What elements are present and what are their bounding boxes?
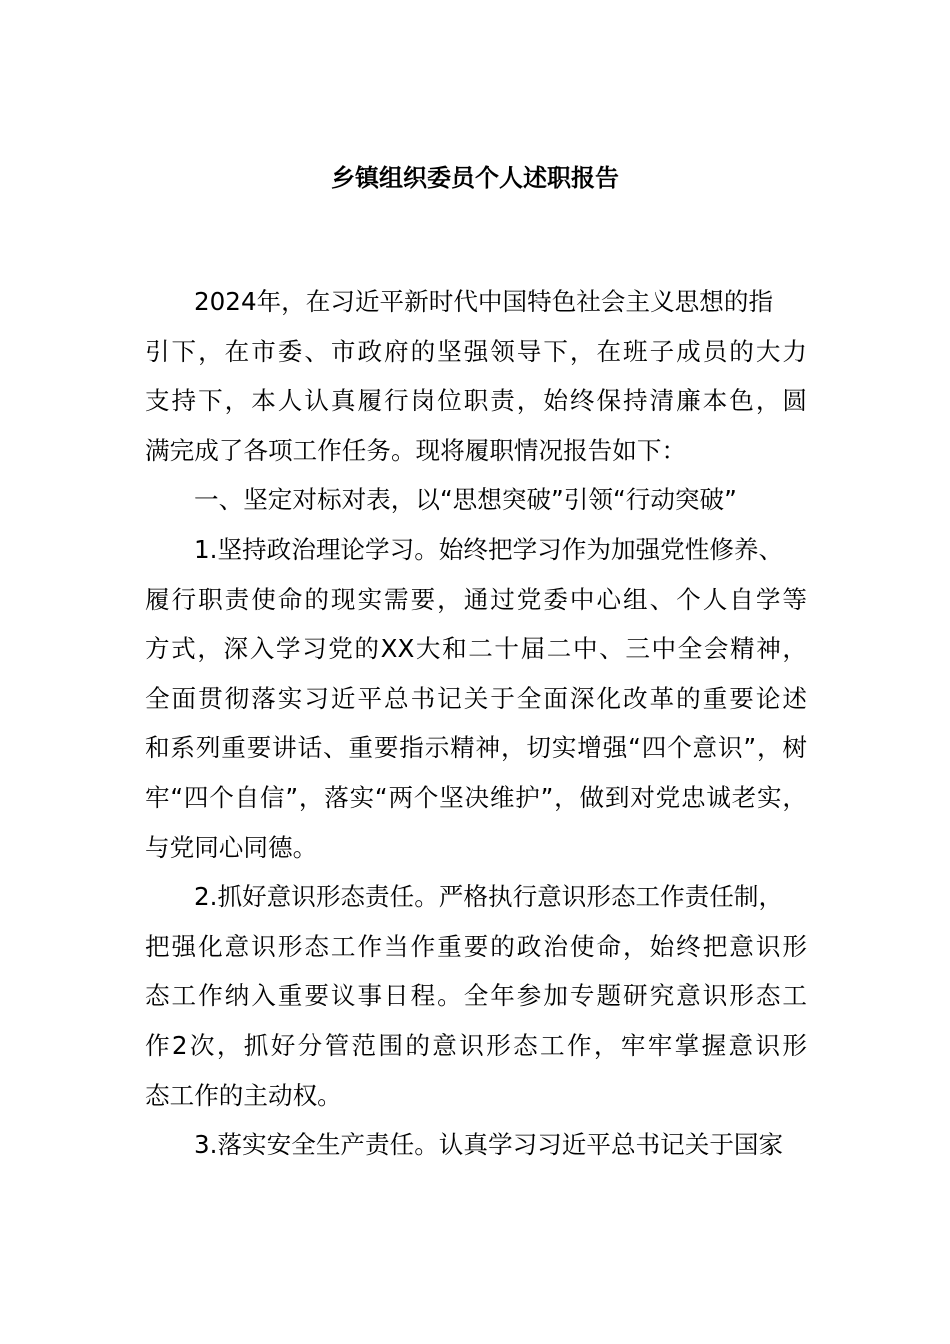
text-line: 2.抓好意识形态责任。严格执行意识形态工作责任制， <box>194 882 784 912</box>
text-line: 态工作的主动权。 <box>145 1080 342 1110</box>
document-title: 乡镇组织委员个人述职报告 <box>331 164 619 192</box>
text-line: 牢“四个自信”，落实“两个坚决维护”，做到对党忠诚老实， <box>145 782 807 812</box>
section-heading: 一、坚定对标对表，以“思想突破”引领“行动突破” <box>194 485 737 515</box>
text-line: 满完成了各项工作任务。现将履职情况报告如下： <box>145 435 687 465</box>
text-line: 作2次，抓好分管范围的意识形态工作，牢牢掌握意识形 <box>145 1030 807 1060</box>
text-line: 态工作纳入重要议事日程。全年参加专题研究意识形态工 <box>145 981 807 1011</box>
text-line: 3.落实安全生产责任。认真学习习近平总书记关于国家 <box>194 1130 784 1160</box>
text-line: 把强化意识形态工作当作重要的政治使命，始终把意识形 <box>145 931 807 961</box>
text-line: 方式，深入学习党的XX大和二十届二中、三中全会精神， <box>145 634 807 664</box>
document-body <box>145 277 807 1170</box>
text-line: 和系列重要讲话、重要指示精神，切实增强“四个意识”，树 <box>145 733 807 763</box>
text-line: 2024年，在习近平新时代中国特色社会主义思想的指 <box>194 287 774 316</box>
text-line: 1.坚持政治理论学习。始终把学习作为加强党性修养、 <box>194 534 784 564</box>
text-line: 履行职责使命的现实需要，通过党委中心组、个人自学等 <box>145 584 807 614</box>
text-line: 引下，在市委、市政府的坚强领导下，在班子成员的大力 <box>145 336 807 366</box>
text-line: 全面贯彻落实习近平总书记关于全面深化改革的重要论述 <box>145 683 807 713</box>
text-line: 支持下，本人认真履行岗位职责，始终保持清廉本色，圆 <box>145 386 807 416</box>
text-line: 与党同心同德。 <box>145 832 318 862</box>
